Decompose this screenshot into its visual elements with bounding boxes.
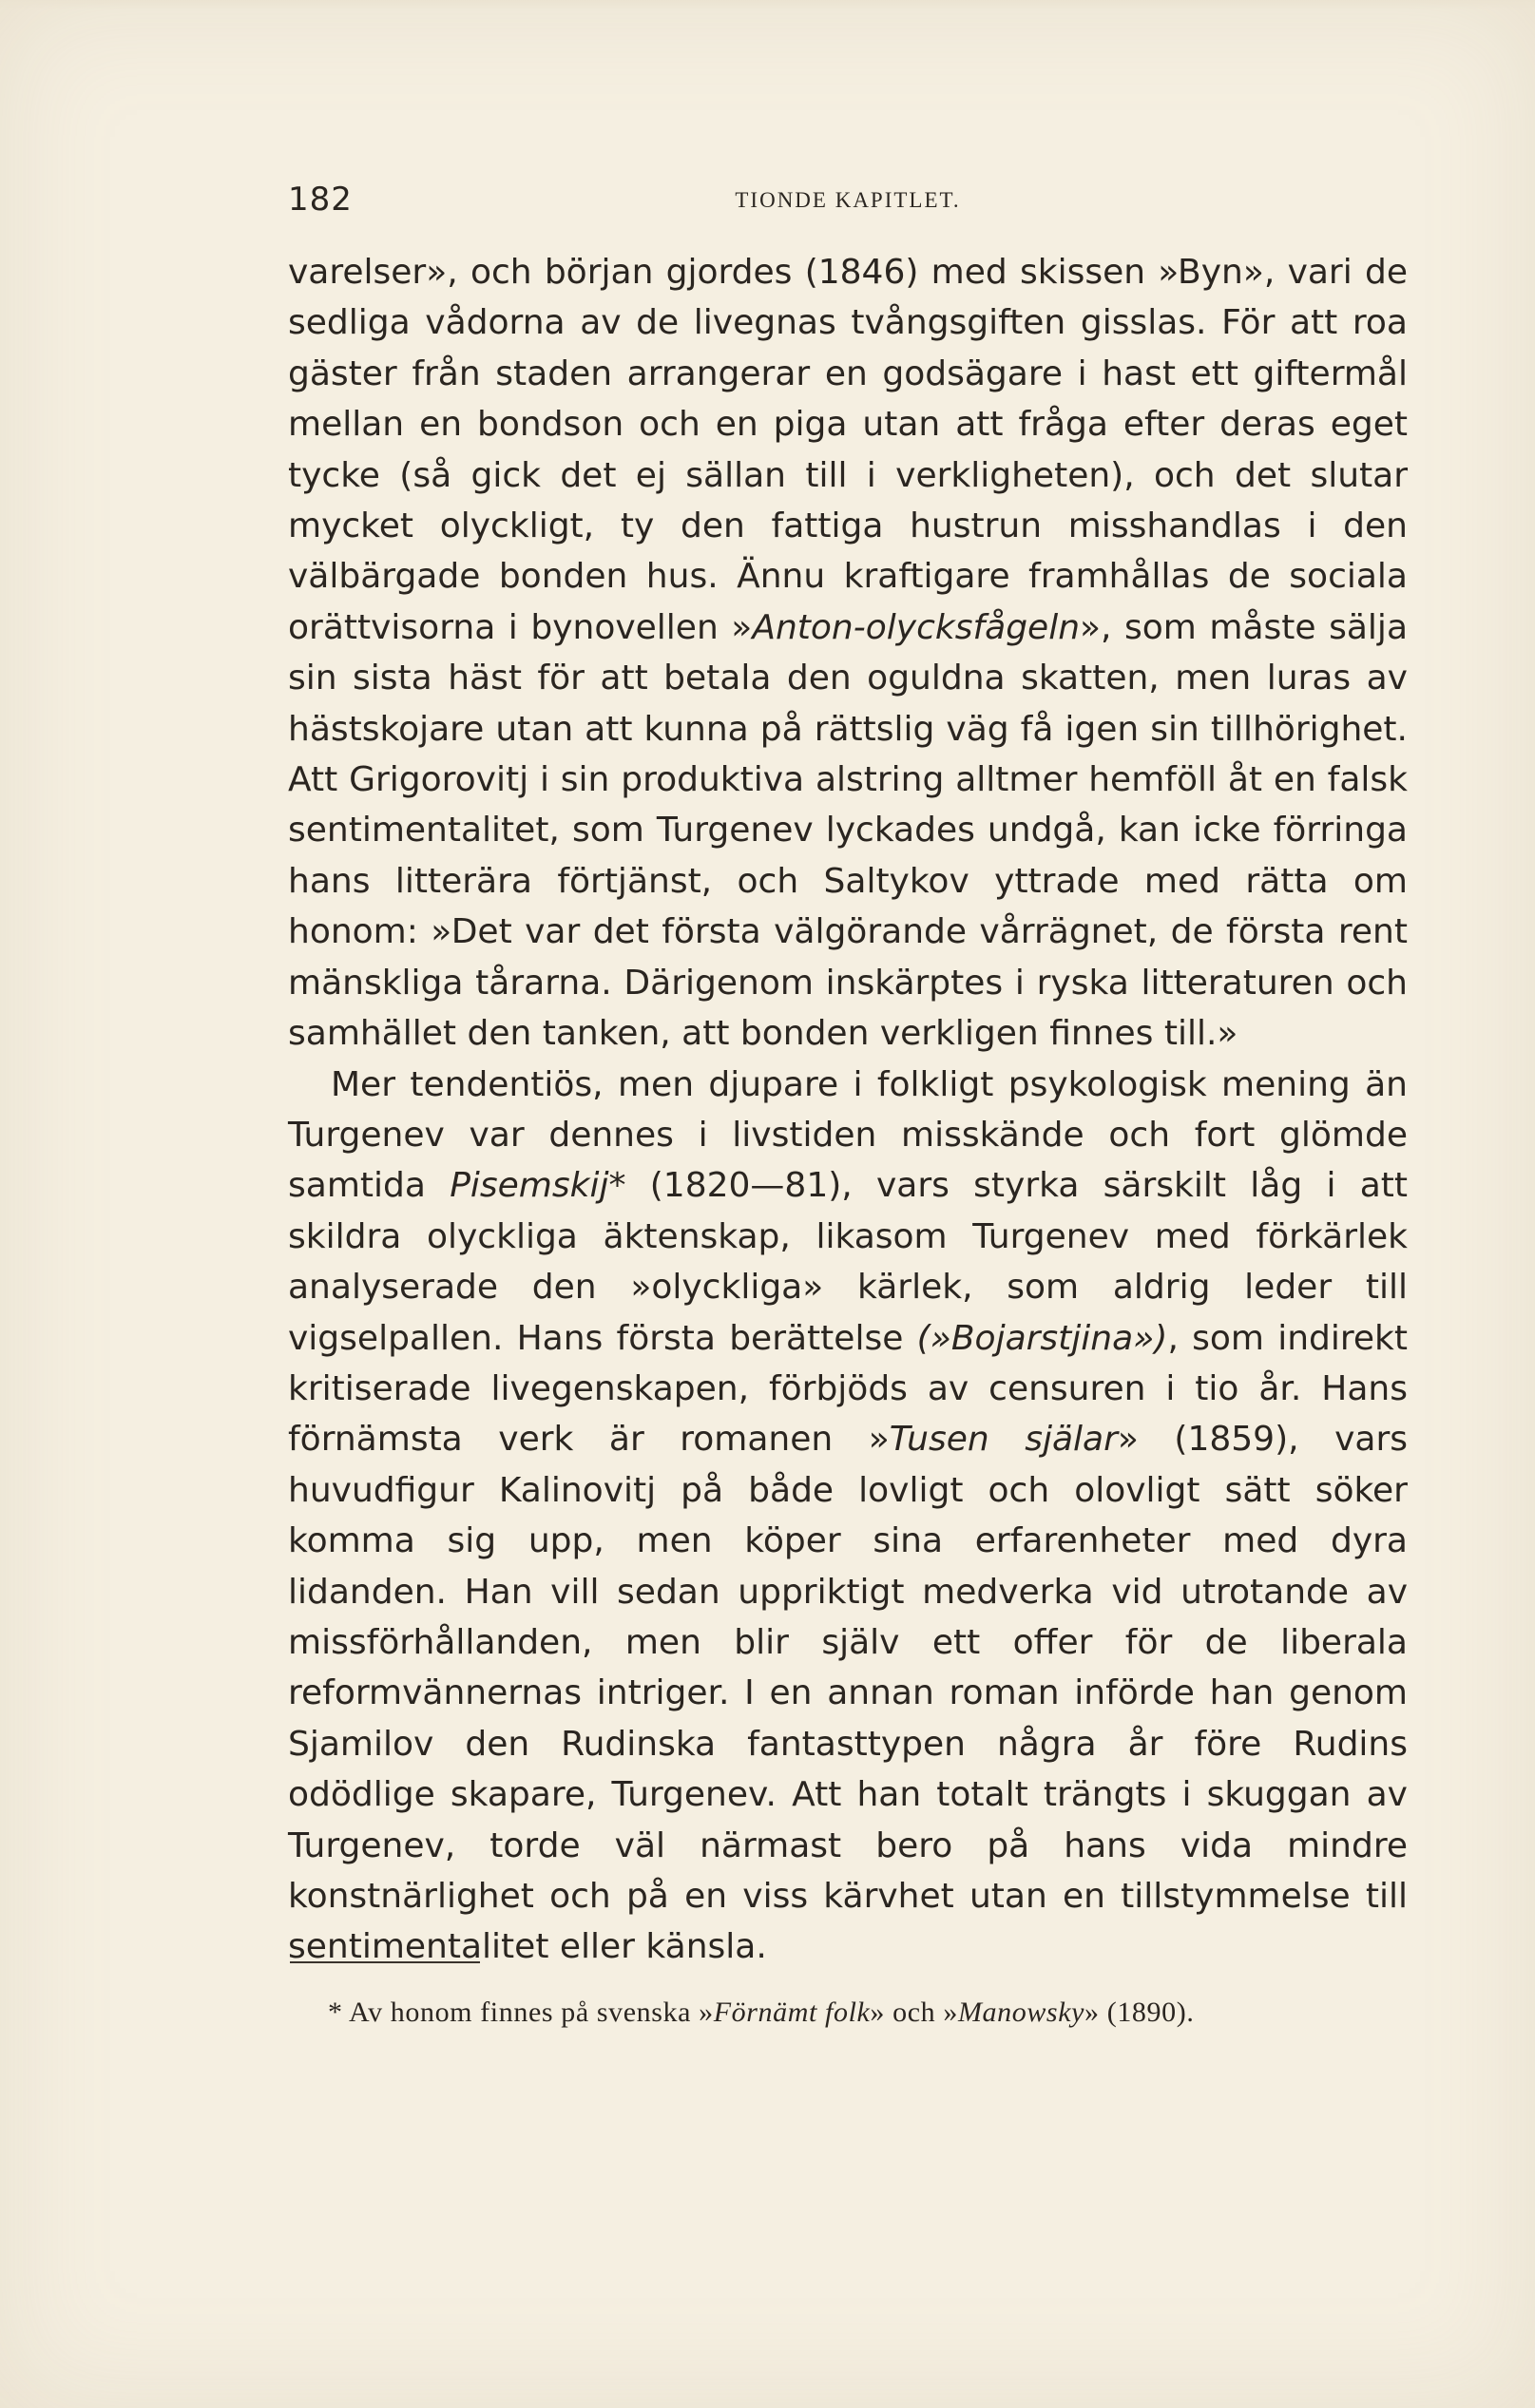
- paragraph-2-text-a: Mer tendentiös, men djupare i folkligt psykologisk mening än Turgenev var dennes i livstiden misskände och fort glömde samtida: [288, 1064, 1408, 1206]
- running-head: TIONDE KAPITLET.: [735, 188, 961, 212]
- title-tusen-sjalar: Tusen själar: [889, 1420, 1118, 1460]
- paragraph-2-text-c: , som indirekt kritiserade livegenskapen, förbjöds av censuren i tio år. Hans förnämsta verk är romanen »: [288, 1318, 1408, 1460]
- title-bojarstjina: (»Bojarstjina»): [916, 1318, 1168, 1358]
- paragraph-1: [288, 247, 1408, 1060]
- paragraph-2-text-d: » (1859), vars huvudfigur Kalinovitj på både lovligt och olovligt sätt söker komma sig upp, men köper sina erfarenheter med dyra lidanden. Han vill sedan uppriktigt medverka vid utrotande av missförhållanden, men blir själv ett offer för de liberala reformvännernas intriger. I en annan roman införde han genom Sjamilov den Rudinska fantasttypen några år före Rudins odödlige skapare, Turgenev. Att han totalt trängts i skuggan av Turgenev, torde väl närmast bero på hans vida mindre konstnärlighet och på en viss kärvhet utan en tillstymmelse till sentimentalitet eller känsla.: [288, 1420, 1409, 1967]
- body-text: [288, 247, 1408, 1973]
- footnote-text-b: » och »: [870, 1997, 958, 2028]
- paragraph-1-text-b: », som måste sälja sin sista häst för att betala den oguldna skatten, men luras av hästskojare utan att kunna på rättslig väg få igen sin tillhörighet. Att Grigorovitj i sin produktiva alstring alltmer hemföll åt en falsk sentimentalitet, som Turgenev lyckades undgå, kan icke förringa hans litterära förtjänst, och Saltykov yttrade med rätta om honom: »Det var det första välgörande vårrägnet, de första rent mänskliga tårarna. Därigenom inskärptes i ryska litteraturen och samhället den tanken, att bonden verkligen finnes till.»: [288, 607, 1408, 1054]
- title-manowsky: Manowsky: [957, 1997, 1085, 2028]
- page-top-edge: [0, 0, 1535, 10]
- paragraph-1-text-a: varelser», och början gjordes (1846) med skissen »Byn», vari de sedliga vådorna av de livegnas tvångsgiften gisslas. För att roa gäster från staden arrangerar en godsägare i hast ett giftermål mellan en bondson och en piga utan att fråga efter deras eget tycke (så gick det ej sällan till i verkligheten), och det slutar mycket olyckligt, ty den fattiga hustrun misshandlas i den välbärgade bonden hus. Ännu kraftigare framhållas de sociala orättvisorna i bynovellen »: [288, 253, 1408, 647]
- paragraph-2: [288, 1060, 1408, 1973]
- paragraph-2-text-b: * (1820—81), vars styrka särskilt låg i att skildra olyckliga äktenskap, likasom Turgenev med förkärlek analyserade den »olyckliga» kärlek, som aldrig leder till vigselpallen. Hans första berättelse: [288, 1166, 1408, 1358]
- page-header: [288, 173, 1408, 230]
- footnote-text-c: » (1890).: [1084, 1997, 1195, 2028]
- title-anton-olycksfageln: Anton-olycksfågeln: [752, 607, 1081, 647]
- footnote: [328, 1994, 1411, 2032]
- footnote-text-a: * Av honom finnes på svenska »: [328, 1997, 714, 2028]
- footnote-divider: [290, 1961, 480, 1963]
- page-number: 182: [288, 181, 353, 219]
- name-pisemskij: Pisemskij: [450, 1166, 609, 1206]
- title-fornamt-folk: Förnämt folk: [713, 1997, 871, 2028]
